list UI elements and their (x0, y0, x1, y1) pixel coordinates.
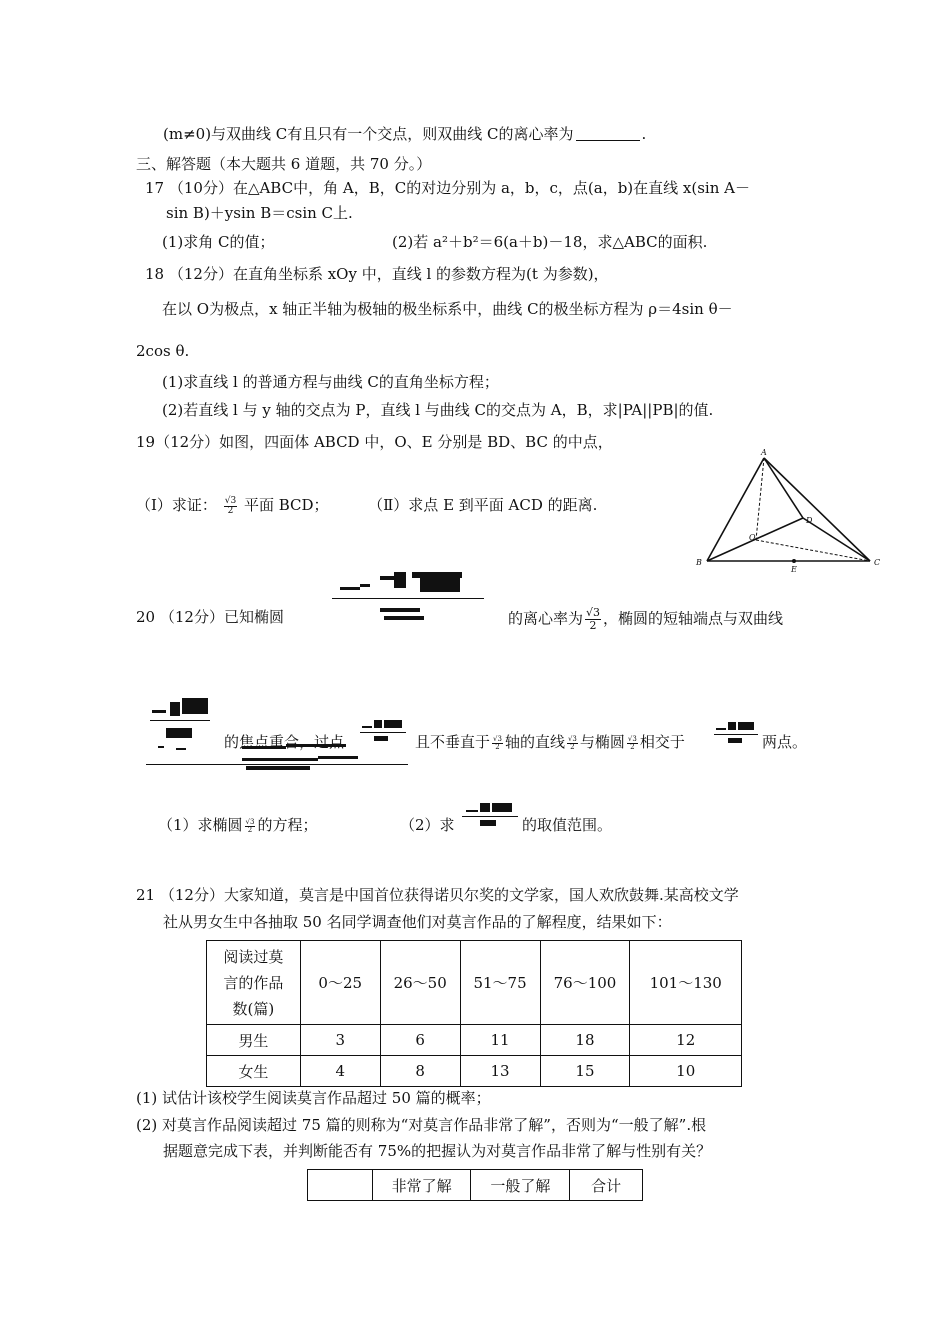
label-e: E (791, 565, 797, 574)
blob-two (166, 728, 192, 738)
blob-baseline (146, 764, 408, 765)
small-formula-blob (714, 722, 758, 748)
q17-part1: (1)求角 C的值； (162, 233, 275, 251)
blob-tilde (152, 710, 166, 713)
blob-three (738, 722, 754, 730)
table-header-row (308, 1170, 643, 1201)
table-row (207, 1056, 742, 1087)
blob-dash (158, 746, 164, 748)
table-cell: 10 (630, 1056, 742, 1087)
label-o: O (749, 533, 756, 542)
small-formula-blob (462, 803, 518, 831)
blob-lower-bar-4 (318, 756, 358, 759)
blob-radical (480, 803, 490, 812)
table-col-header (308, 1170, 373, 1201)
sqrt3-over-2-fraction: $\frac{√3}{2}$ (224, 495, 237, 516)
blob-lower-bar-3 (242, 758, 318, 761)
blob-fraction-bar (714, 734, 758, 735)
q16-tail-text: (m≠0)与双曲线 C有且只有一个交点，则双曲线 C的离心率为 (163, 125, 574, 143)
blob-three (492, 803, 512, 812)
q19-line1: 19（12分）如图，四面体 ABCD 中，O、E 分别是 BD、BC 的中点， (136, 433, 613, 451)
table-header-label: 阅读过莫 言的作品 数(篇) (207, 941, 301, 1025)
blob-radical (728, 722, 736, 730)
blob-tilde (362, 726, 372, 728)
blob-three (182, 698, 208, 714)
edge-ab (707, 458, 764, 561)
q20-line2-e: 相交于 (639, 733, 685, 751)
small-formula-blob (360, 720, 406, 750)
q20-line2-c: 轴的直线 (504, 733, 565, 751)
q17-line2: sin B)＋ysin B＝csin C上. (166, 204, 353, 222)
blob-dash (176, 748, 186, 750)
blob-radical-2 (394, 572, 406, 588)
sqrt3-over-2-fraction: $\frac{√3}{2}$ (567, 734, 577, 751)
sqrt3-over-2-fraction: $\frac{√3}{2}$ (493, 734, 502, 751)
q20-line1-a: 20 （12分）已知椭圆 (136, 608, 284, 626)
q21-line2: 社从男女生中各抽取 50 名同学调查他们对莫言作品的了解程度，结果如下： (163, 913, 672, 931)
q20-line2-f: 两点。 (762, 733, 808, 751)
q20-part2-a: （2）求 (400, 816, 455, 834)
blob-three (384, 720, 402, 728)
q18-line1: 18 （12分）在直角坐标系 xOy 中，直线 l 的参数方程为(t 为参数)， (145, 265, 609, 283)
table-col-header: 26～50 (380, 941, 460, 1025)
table-cell: 12 (630, 1025, 742, 1056)
tetrahedron-figure (690, 448, 890, 574)
table-cell: 15 (540, 1056, 630, 1087)
blob-tilde-2 (360, 584, 370, 587)
q16-tail (163, 124, 646, 144)
blob-two (728, 738, 742, 743)
q20-line2-rest (415, 732, 685, 752)
q19-part1-a: （Ⅰ）求证： (136, 496, 217, 514)
q20-part1-a: （1）求椭圆 (158, 816, 243, 834)
q16-tail-end: . (641, 125, 647, 143)
sqrt3-over-2-fraction: $\frac{√3}{2}$ (586, 606, 601, 632)
edge-ad (764, 458, 803, 518)
blob-radical (374, 720, 382, 728)
q19-part2: （Ⅱ）求点 E 到平面 ACD 的距离. (368, 496, 598, 514)
blob-fraction-bar (150, 720, 210, 721)
q20-line1-rest (508, 607, 783, 632)
blob-three (420, 578, 460, 592)
q18-part2: (2)若直线 l 与 y 轴的交点为 P，直线 l 与曲线 C的交点为 A，B，求|PA||PB|的值. (162, 401, 714, 419)
blob-two-bottom (384, 616, 424, 620)
blob-fraction-bar (462, 816, 518, 817)
large-formula-blob (332, 572, 484, 627)
blob-tilde (716, 728, 726, 730)
contingency-table (307, 1169, 643, 1201)
q20-part1-b: 的方程； (257, 816, 318, 834)
q18-line2: 在以 O为极点，x 轴正半轴为极轴的极坐标系中，曲线 C的极坐标方程为 ρ＝4sin θ－ (162, 300, 733, 318)
blob-radical (380, 576, 394, 580)
table-cell: 6 (380, 1025, 460, 1056)
blob-two-top (380, 608, 420, 612)
q21-part1: (1) 试估计该校学生阅读莫言作品超过 50 篇的概率； (136, 1089, 491, 1107)
answer-blank (576, 126, 640, 141)
blob-tilde (340, 587, 360, 590)
blob-two (374, 736, 388, 741)
table-row-label: 女生 (207, 1056, 301, 1087)
point-e-dot (792, 559, 796, 563)
q20-line2-d: 与椭圆 (579, 733, 625, 751)
table-header-row (207, 941, 742, 1025)
q20-line1-c: ，椭圆的短轴端点与双曲线 (603, 609, 784, 628)
q20-line2-a: 的焦点重合，过点 (224, 733, 345, 751)
q20-line2-b: 且不垂直于 (415, 733, 491, 751)
table-col-header: 51～75 (460, 941, 540, 1025)
table-col-header: 合计 (570, 1170, 643, 1201)
blob-tilde (466, 810, 478, 812)
reading-table (206, 940, 742, 1087)
q18-line3: 2cos θ. (136, 342, 190, 360)
sqrt3-over-2-fraction: $\frac{√3}{2}$ (627, 734, 637, 751)
table-col-header: 76～100 (540, 941, 630, 1025)
blob-top-bar (412, 572, 462, 578)
blob-lower-bar-5 (246, 766, 310, 770)
label-b: B (696, 558, 702, 567)
q19-parts (136, 495, 597, 516)
table-col-header: 0～25 (300, 941, 380, 1025)
sqrt3-over-2-fraction: $\frac{√3}{2}$ (245, 817, 255, 834)
blob-fraction-bar (360, 732, 406, 733)
table-cell: 18 (540, 1025, 630, 1056)
table-cell: 3 (300, 1025, 380, 1056)
table-cell: 8 (380, 1056, 460, 1087)
q19-part1-b: 平面 BCD； (243, 496, 329, 514)
table-cell: 11 (460, 1025, 540, 1056)
q21-part2-line1: (2) 对莫言作品阅读超过 75 篇的则称为“对莫言作品非常了解”，否则为“一般了解”.根 (136, 1116, 707, 1134)
blob-two (480, 820, 496, 826)
table-cell: 4 (300, 1056, 380, 1087)
section-title: 三、解答题（本大题共 6 道题，共 70 分。） (136, 155, 432, 173)
label-a: A (761, 448, 767, 457)
q20-part2-b: 的取值范围。 (522, 816, 613, 834)
label-d: D (806, 516, 813, 525)
q20-line1-b: 的离心率为 (508, 609, 584, 628)
blob-radical (170, 702, 180, 716)
q17-part2: (2)若 a²＋b²＝6(a＋b)－18，求△ABC的面积. (392, 233, 708, 251)
table-col-header: 非常了解 (372, 1170, 471, 1201)
table-row (207, 1025, 742, 1056)
q20-part1 (158, 815, 317, 835)
table-col-header: 一般了解 (471, 1170, 570, 1201)
table-cell: 13 (460, 1056, 540, 1087)
label-c: C (874, 558, 881, 567)
table-row-label: 男生 (207, 1025, 301, 1056)
q21-line1: 21 （12分）大家知道，莫言是中国首位获得诺贝尔奖的文学家，国人欢欣鼓舞.某高校文学 (136, 886, 739, 904)
edge-ac (764, 458, 870, 561)
q21-part2-line2: 据题意完成下表，并判断能否有 75%的把握认为对莫言作品非常了解与性别有关？ (163, 1142, 712, 1160)
blob-fraction-bar (332, 598, 484, 599)
q18-part1: (1)求直线 l 的普通方程与曲线 C的直角坐标方程； (162, 373, 499, 391)
table-col-header: 101～130 (630, 941, 742, 1025)
q17-line1: 17 （10分）在△ABC中，角 A，B，C的对边分别为 a，b，c，点(a，b)在直线 x(sin A－ (145, 179, 750, 197)
